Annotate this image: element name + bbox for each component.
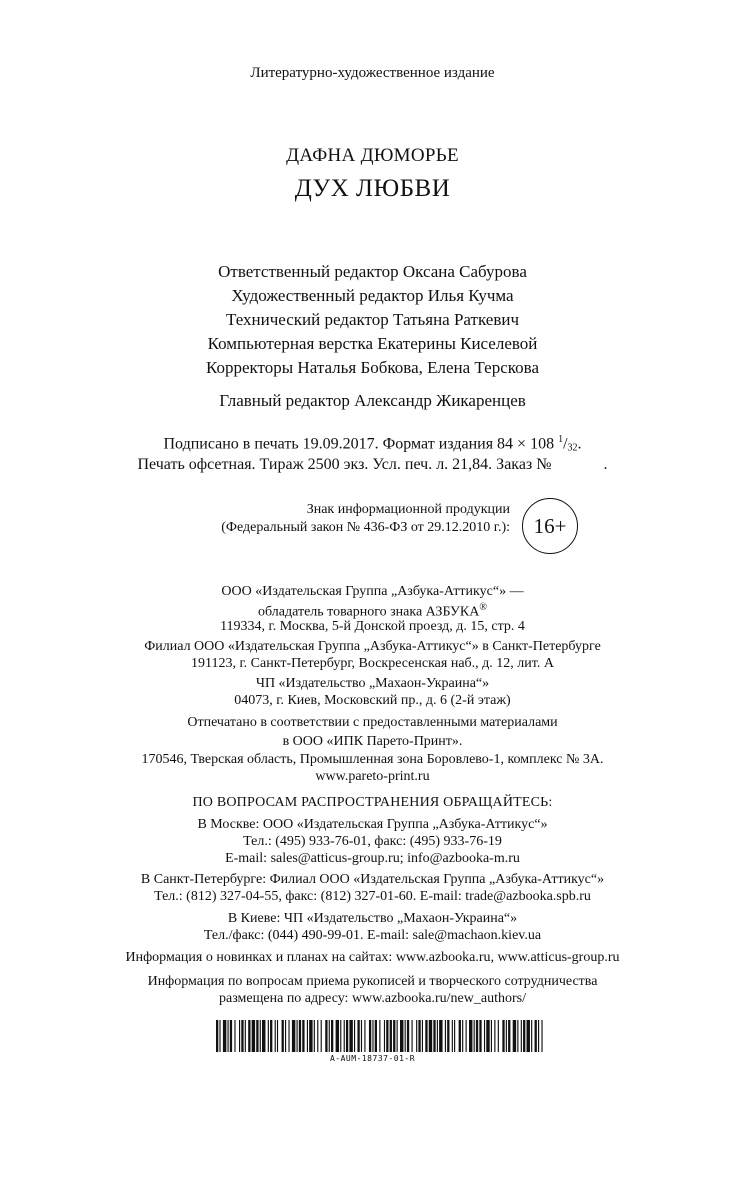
branch-kiev-address: 04073, г. Киев, Московский пр., д. 6 (2-й этаж)	[234, 693, 511, 708]
edition-type: Литературно-художественное издание	[250, 65, 495, 81]
credit-line: Художественный редактор Илья Кучма	[231, 286, 514, 305]
trademark-line	[0, 603, 745, 620]
branch-spb: Филиал ООО «Издательская Группа „Азбука-Аттикус“» в Санкт-Петербурге	[144, 639, 601, 654]
print-run-text: Печать офсетная. Тираж 2500 экз. Усл. печ. л. 21,84. Заказ №	[137, 456, 552, 473]
print-format-end: .	[577, 435, 582, 453]
distribution-heading: ПО ВОПРОСАМ РАСПРОСТРАНЕНИЯ ОБРАЩАЙТЕСЬ:	[192, 795, 553, 810]
distribution-moscow: В Москве: ООО «Издательская Группа „Азбука-Аттикус“»	[197, 817, 548, 832]
fraction-numerator: 1	[558, 434, 564, 445]
branch-spb-address: 191123, г. Санкт-Петербург, Воскресенская наб., д. 12, лит. А	[191, 656, 554, 671]
publisher-address: 119334, г. Москва, 5-й Донской проезд, д. 15, стр. 4	[220, 619, 525, 634]
print-info-line-1	[0, 435, 745, 453]
distribution-kiev: В Киеве: ЧП «Издательство „Махаон-Украина“»	[227, 911, 518, 926]
printer-address: 170546, Тверская область, Промышленная зона Боровлево-1, комплекс № 3А.	[141, 752, 604, 767]
book-title: ДУХ ЛЮБВИ	[294, 175, 451, 202]
age-rating-label: Знак информационной продукции	[306, 502, 510, 517]
manuscripts-address: размещена по адресу: www.azbooka.ru/new_authors/	[219, 991, 526, 1006]
age-rating-badge: 16+	[522, 498, 578, 554]
distribution-spb: В Санкт-Петербурге: Филиал ООО «Издательская Группа „Азбука-Аттикус“»	[140, 872, 605, 887]
distribution-kiev-phone: Тел./факс: (044) 490-99-01. E-mail: sale@machaon.kiev.ua	[203, 928, 542, 943]
printer-website: www.pareto-print.ru	[315, 769, 430, 784]
barcode-icon	[216, 1020, 546, 1052]
distribution-spb-phone: Тел.: (812) 327-04-55, факс: (812) 327-01-60. E-mail: trade@azbooka.spb.ru	[154, 889, 591, 904]
fraction-separator: /	[563, 435, 568, 453]
credit-line: Компьютерная верстка Екатерины Киселевой	[207, 334, 538, 353]
age-rating-law: (Федеральный закон № 436-ФЗ от 29.12.2010 г.):	[221, 520, 510, 535]
barcode-label: A-AUM-18737-01-R	[329, 1054, 416, 1063]
chief-editor: Главный редактор Александр Жикаренцев	[219, 391, 526, 410]
publisher-line: ООО «Издательская Группа „Азбука-Аттикус“» —	[221, 584, 524, 599]
print-info-line-2	[0, 457, 745, 473]
news-sites: Информация о новинках и планах на сайтах: www.azbooka.ru, www.atticus-group.ru	[125, 950, 620, 965]
credit-line: Ответственный редактор Оксана Сабурова	[218, 262, 527, 281]
printer-name: в ООО «ИПК Парето-Принт».	[282, 734, 463, 749]
credit-line: Технический редактор Татьяна Раткевич	[225, 310, 520, 329]
author-name: ДАФНА ДЮМОРЬЕ	[286, 145, 459, 166]
registered-trademark-icon: ®	[479, 602, 487, 613]
print-format-text: Подписано в печать 19.09.2017. Формат издания 84 × 108	[163, 435, 559, 453]
credit-line: Корректоры Наталья Бобкова, Елена Терскова	[205, 358, 539, 377]
distribution-moscow-phone: Тел.: (495) 933-76-01, факс: (495) 933-76-19	[243, 834, 502, 849]
branch-kiev: ЧП «Издательство „Махаон-Украина“»	[255, 676, 490, 691]
printer-note: Отпечатано в соответствии с предоставленными материалами	[187, 715, 558, 730]
print-run-end: .	[603, 456, 608, 473]
distribution-moscow-email: E-mail: sales@atticus-group.ru; info@azbooka-m.ru	[225, 851, 520, 866]
fraction-denominator: 32	[567, 442, 578, 454]
manuscripts-info: Информация по вопросам приема рукописей и творческого сотрудничества	[147, 974, 598, 989]
age-rating-block	[0, 498, 745, 550]
trademark-text: обладатель товарного знака АЗБУКА	[258, 604, 480, 620]
